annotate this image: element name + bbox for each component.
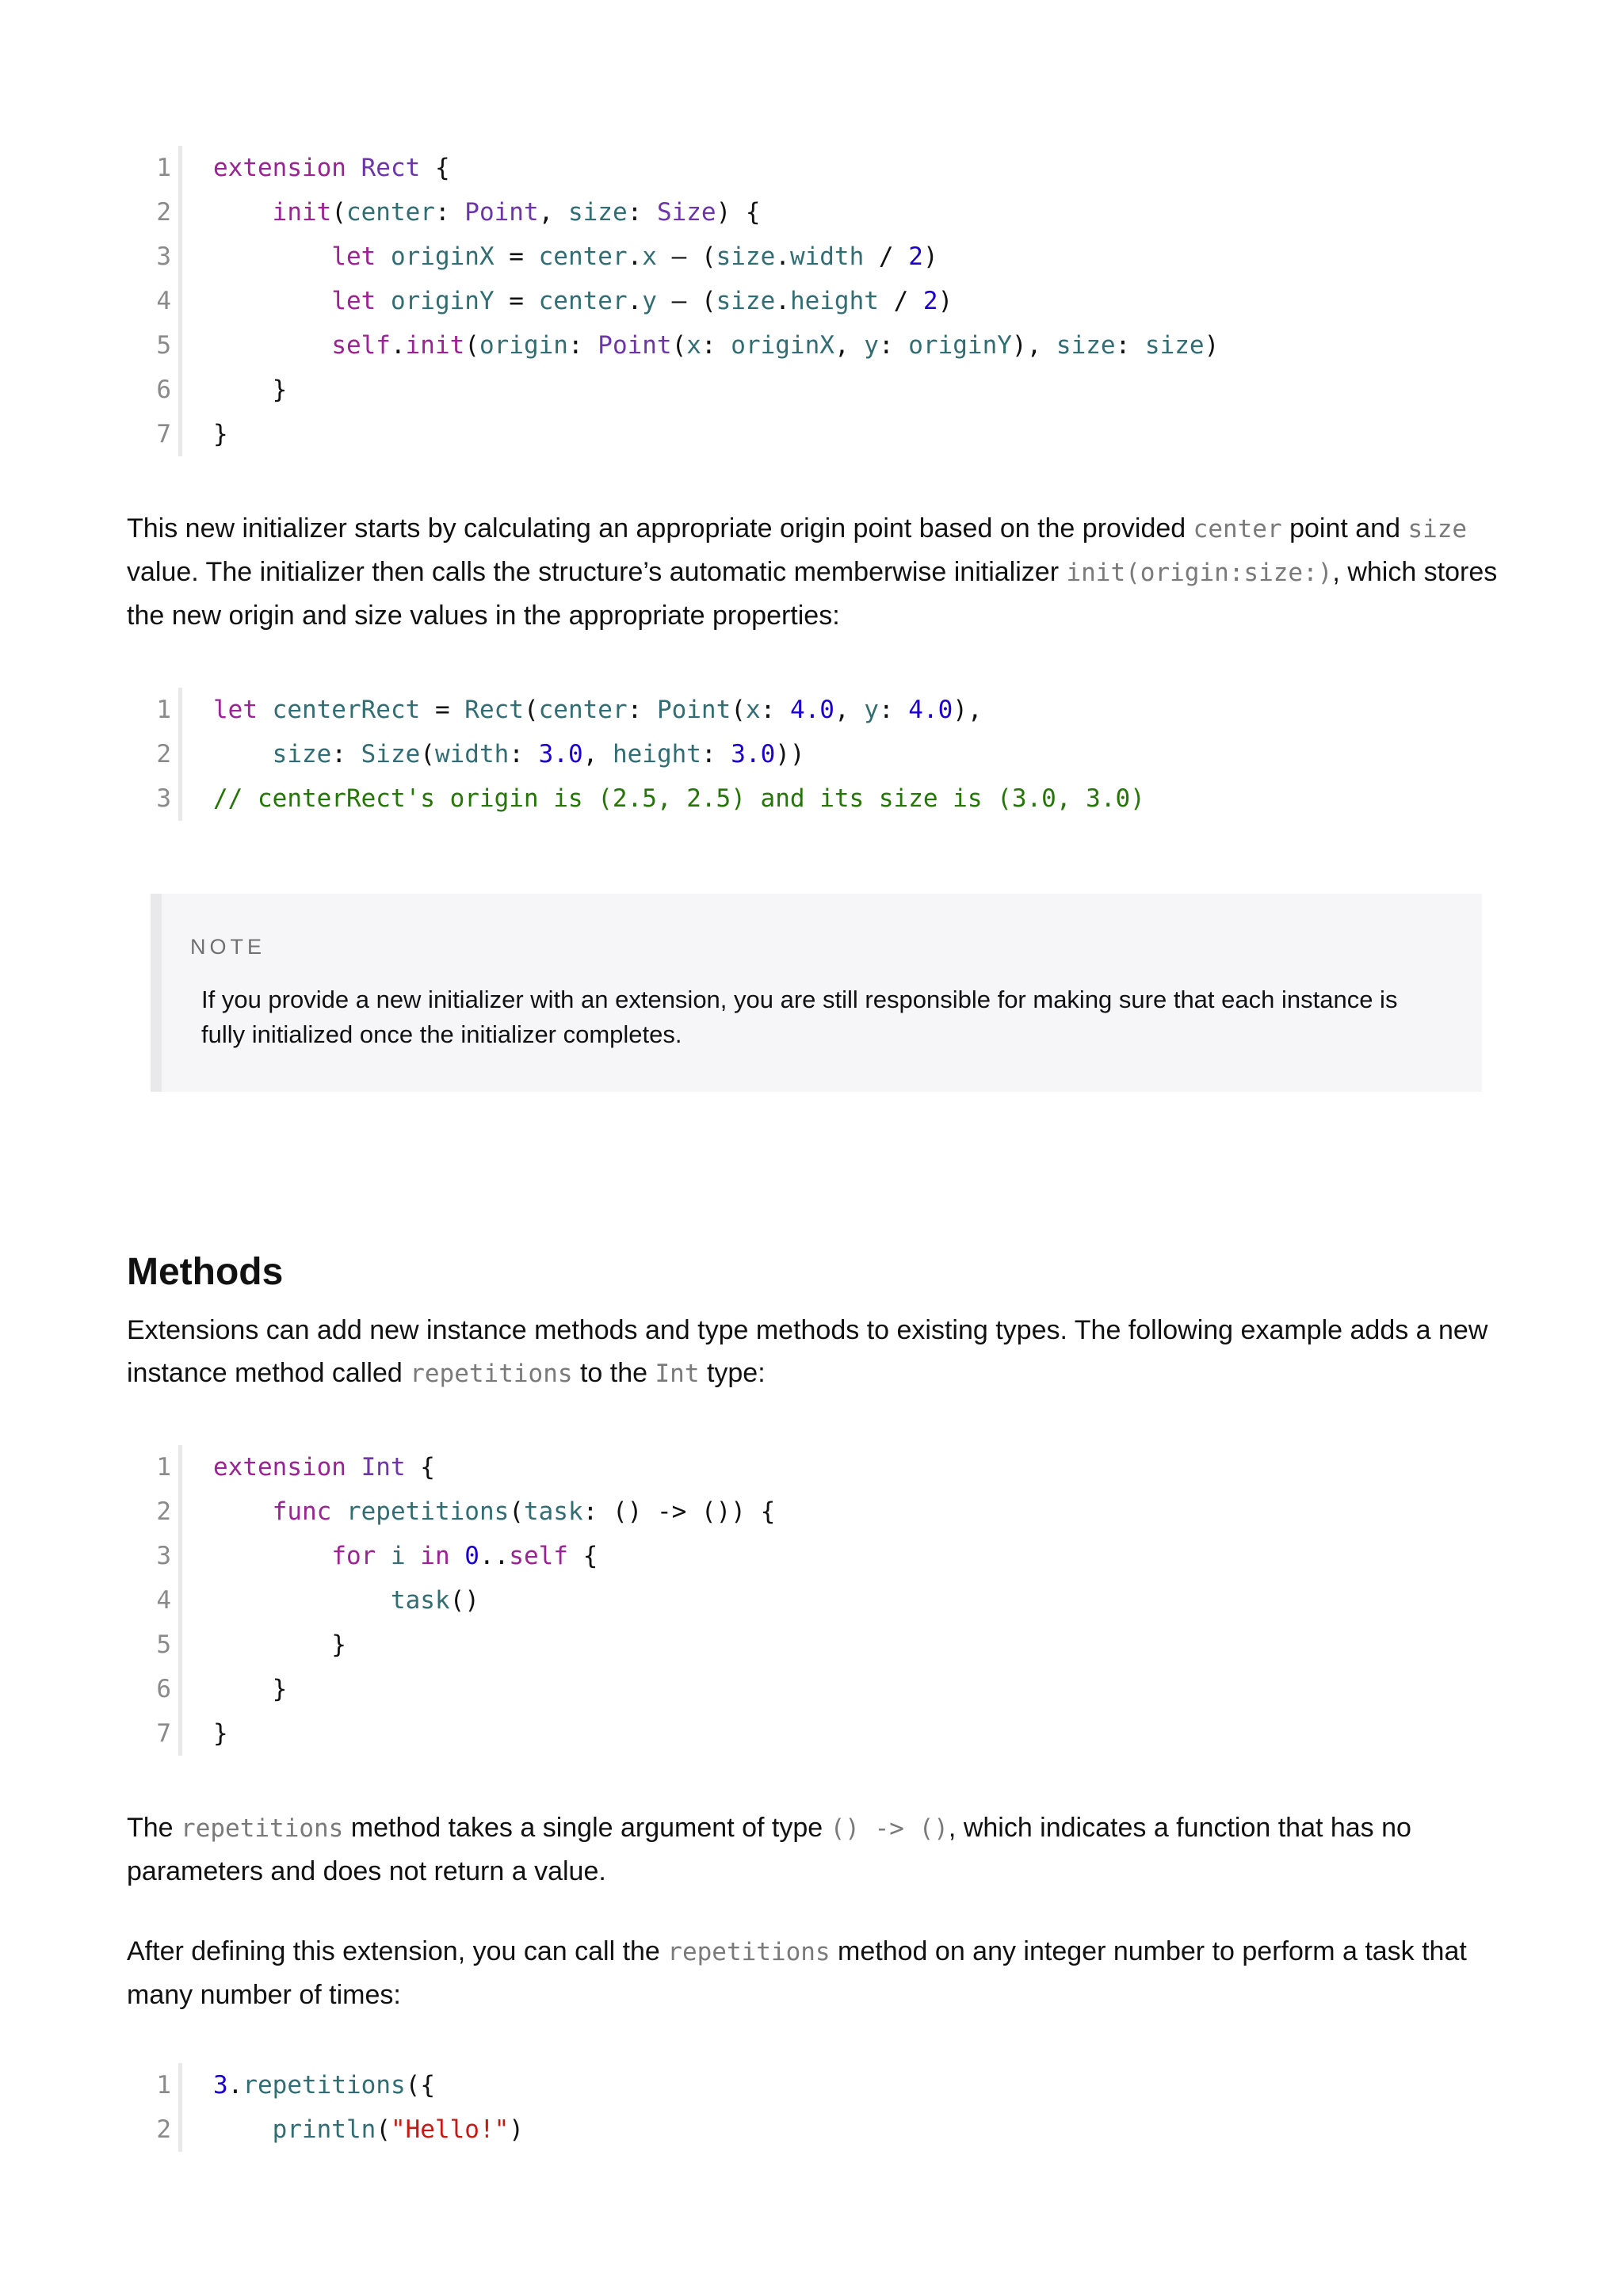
code-line (0, 323, 1623, 368)
code-token: for (331, 1542, 391, 1570)
code-token: width (434, 740, 510, 769)
code-token: 2 (908, 242, 923, 271)
code-token: ) (509, 2115, 524, 2144)
code-token: originY (908, 331, 1012, 360)
code-text (213, 279, 953, 323)
line-number: 6 (156, 1675, 171, 1703)
code-token: i (390, 1542, 406, 1570)
code-token: , (834, 696, 865, 724)
code-text (213, 1489, 775, 1534)
code-text (213, 235, 938, 279)
code-token: ) { (716, 198, 761, 227)
code-line (0, 1534, 1623, 1578)
line-number: 1 (156, 1453, 171, 1482)
code-token: 3.0 (538, 740, 583, 769)
paragraph-repetitions-usage (127, 1930, 1506, 2016)
code-token: println (272, 2115, 376, 2144)
code-token: : (701, 740, 731, 769)
code-text (213, 688, 983, 732)
code-token (213, 1497, 273, 1526)
inline-code-function-type: () -> () (830, 1814, 949, 1843)
code-token: : (878, 696, 909, 724)
code-line (0, 1445, 1623, 1489)
code-token: Int (361, 1453, 406, 1482)
code-token: Rect (464, 696, 524, 724)
line-number: 5 (156, 1630, 171, 1659)
note-title: NOTE (190, 935, 266, 959)
code-block-center-rect (0, 688, 1623, 821)
code-token: center (538, 287, 628, 315)
code-token: } (213, 1630, 346, 1659)
line-number: 2 (156, 2115, 171, 2144)
code-token: : (760, 696, 790, 724)
paragraph-initializer-explanation (127, 507, 1506, 637)
code-line (0, 235, 1623, 279)
code-token: ( (523, 696, 539, 724)
code-token: 3 (213, 2071, 228, 2100)
code-token: )) (775, 740, 805, 769)
line-number: 4 (156, 1586, 171, 1615)
code-token (213, 1586, 391, 1615)
code-token: originX (390, 242, 495, 271)
code-block-repetitions-call (0, 2063, 1623, 2152)
line-number: 2 (156, 1497, 171, 1526)
paragraph-text: Extensions can add new instance methods and type methods to existing types. The following example adds a new instance method called (127, 1315, 1488, 1388)
code-token: 0 (464, 1542, 479, 1570)
code-token: Rect (361, 154, 421, 182)
code-token: { (420, 154, 450, 182)
code-token: { (567, 1542, 598, 1570)
paragraph-text: This new initializer starts by calculating an appropriate origin point based on the provided (127, 513, 1193, 543)
code-token (213, 1542, 331, 1570)
code-token: center (538, 242, 628, 271)
code-token: : () -> ()) { (582, 1497, 776, 1526)
code-token: init (405, 331, 465, 360)
code-line (0, 1489, 1623, 1534)
code-token: = (420, 696, 465, 724)
code-token: : (509, 740, 539, 769)
code-token: : (1115, 331, 1145, 360)
code-line (0, 688, 1623, 732)
code-line (0, 1623, 1623, 1667)
code-token: width (789, 242, 865, 271)
code-token: extension (213, 1453, 361, 1482)
code-text (213, 1623, 346, 1667)
code-line (0, 146, 1623, 190)
paragraph-text: method on any integer number to perform a task that many number of times: (127, 1936, 1467, 2010)
code-token: / (878, 287, 923, 315)
code-token: – ( (656, 242, 716, 271)
code-token: ( (509, 1497, 524, 1526)
code-token: () (449, 1586, 479, 1615)
code-token: = (494, 242, 539, 271)
code-token: : (701, 331, 731, 360)
code-line (0, 412, 1623, 456)
line-number: 6 (156, 376, 171, 404)
code-token: y (642, 287, 657, 315)
line-number: 5 (156, 331, 171, 360)
code-text (213, 732, 805, 776)
inline-code-size: size (1407, 515, 1468, 543)
line-number: 3 (156, 784, 171, 813)
code-text (213, 1578, 479, 1623)
code-token: size (716, 242, 776, 271)
code-token: ( (420, 740, 435, 769)
code-token: ( (464, 331, 479, 360)
line-number: 1 (156, 696, 171, 724)
code-token: ( (331, 198, 346, 227)
code-text (213, 1534, 598, 1578)
code-token: 4.0 (789, 696, 834, 724)
line-number: 7 (156, 1719, 171, 1748)
paragraph-text: , which stores the new origin and size values in the appropriate properties: (127, 557, 1498, 631)
code-text (213, 776, 1145, 821)
code-token: 3.0 (731, 740, 776, 769)
code-text (213, 368, 287, 412)
code-token: } (213, 376, 288, 404)
code-token: Size (361, 740, 421, 769)
code-token: . (390, 331, 406, 360)
line-number: 2 (156, 740, 171, 769)
code-token (213, 740, 273, 769)
code-token: . (227, 2071, 243, 2100)
code-token (213, 198, 273, 227)
code-token: } (213, 1719, 228, 1748)
code-text (213, 1445, 435, 1489)
code-token: : (627, 198, 657, 227)
code-token: ) (938, 287, 953, 315)
code-token: . (775, 287, 790, 315)
code-token: . (627, 287, 643, 315)
code-token: in (405, 1542, 465, 1570)
line-number: 2 (156, 198, 171, 227)
code-token: ( (671, 331, 687, 360)
code-line (0, 1711, 1623, 1756)
code-token: ({ (405, 2071, 435, 2100)
code-token: ), (953, 696, 983, 724)
inline-code-repetitions: repetitions (410, 1360, 573, 1388)
paragraph-text: value. The initializer then calls the structure’s automatic memberwise initializer (127, 557, 1067, 587)
code-token: Size (656, 198, 716, 227)
paragraph-methods-intro (127, 1309, 1506, 1395)
code-token: let (213, 696, 273, 724)
code-token: let (331, 242, 391, 271)
paragraph-text: , which indicates a function that has no parameters and does not return a value. (127, 1813, 1411, 1886)
code-token: task (390, 1586, 450, 1615)
code-line (0, 776, 1623, 821)
note-body: If you provide a new initializer with an extension, you are still responsible for making sure that each instance is fully initialized once the initializer completes. (201, 986, 1398, 1048)
code-block-int-extension (0, 1445, 1623, 1756)
code-token: 2 (922, 287, 938, 315)
line-number: 4 (156, 287, 171, 315)
code-token: size (272, 740, 332, 769)
code-token (213, 331, 331, 360)
code-text (213, 1711, 228, 1756)
code-text (213, 146, 450, 190)
code-token: . (775, 242, 790, 271)
code-line (0, 2063, 1623, 2107)
code-token: = (494, 287, 539, 315)
code-text (213, 412, 228, 456)
code-token: ) (922, 242, 938, 271)
code-token: : (627, 696, 657, 724)
code-token: let (331, 287, 391, 315)
code-token: self (509, 1542, 568, 1570)
code-token: : (331, 740, 361, 769)
code-text (213, 190, 761, 235)
code-line (0, 190, 1623, 235)
paragraph-text: to the (572, 1358, 655, 1388)
code-token: : (434, 198, 465, 227)
line-number: 1 (156, 2071, 171, 2100)
code-token: // centerRect's origin is (2.5, 2.5) and its size is (3.0, 3.0) (213, 784, 1145, 813)
code-token: ) (1204, 331, 1220, 360)
code-text (213, 2107, 524, 2152)
code-token (213, 2115, 273, 2144)
code-line (0, 2107, 1623, 2152)
line-number: 3 (156, 242, 171, 271)
code-token: , (582, 740, 613, 769)
code-text (213, 2063, 435, 2107)
code-token: Point (598, 331, 672, 360)
line-number: 1 (156, 154, 171, 182)
code-token: center (346, 198, 435, 227)
code-token: height (789, 287, 879, 315)
code-line (0, 279, 1623, 323)
code-token: : (878, 331, 909, 360)
code-token: x (745, 696, 761, 724)
code-token: originY (390, 287, 495, 315)
code-token (213, 287, 331, 315)
code-token: – ( (656, 287, 716, 315)
code-token: size (716, 287, 776, 315)
code-token: func (272, 1497, 346, 1526)
code-token: ( (731, 696, 746, 724)
code-token: y (864, 696, 879, 724)
code-token: y (864, 331, 879, 360)
code-token: / (864, 242, 909, 271)
inline-code-repetitions: repetitions (181, 1814, 344, 1843)
code-token: , (538, 198, 568, 227)
code-token (213, 242, 331, 271)
code-token: originX (731, 331, 834, 360)
code-line (0, 1667, 1623, 1711)
code-token: x (686, 331, 701, 360)
code-token: extension (213, 154, 361, 182)
inline-code-center: center (1193, 515, 1282, 543)
code-token: task (523, 1497, 583, 1526)
code-token: 4.0 (908, 696, 953, 724)
code-token: repetitions (346, 1497, 510, 1526)
paragraph-text: The (127, 1813, 181, 1843)
code-token: . (627, 242, 643, 271)
code-token: size (1144, 331, 1205, 360)
code-token: .. (479, 1542, 510, 1570)
code-token: "Hello!" (390, 2115, 510, 2144)
code-token: ), (1011, 331, 1056, 360)
code-token: Point (656, 696, 731, 724)
paragraph-text: point and (1281, 513, 1408, 543)
line-number: 3 (156, 1542, 171, 1570)
code-token: repetitions (242, 2071, 406, 2100)
code-token: origin (479, 331, 568, 360)
code-line (0, 1578, 1623, 1623)
code-token: x (642, 242, 657, 271)
code-token: size (567, 198, 628, 227)
code-token: self (331, 331, 391, 360)
code-token: ( (376, 2115, 391, 2144)
paragraph-text: After defining this extension, you can call the (127, 1936, 668, 1966)
code-text (213, 1667, 287, 1711)
code-line (0, 732, 1623, 776)
code-block-rect-init (0, 146, 1623, 456)
code-token: init (272, 198, 332, 227)
code-token: } (213, 1675, 288, 1703)
code-token: , (834, 331, 865, 360)
code-token: { (405, 1453, 435, 1482)
code-text (213, 323, 1219, 368)
code-token: center (538, 696, 628, 724)
paragraph-repetitions-signature (127, 1806, 1506, 1893)
inline-code-repetitions: repetitions (667, 1938, 831, 1966)
code-token: centerRect (272, 696, 421, 724)
section-heading-methods: Methods (127, 1251, 284, 1293)
code-line (0, 368, 1623, 412)
code-token: size (1056, 331, 1116, 360)
code-token: Point (464, 198, 539, 227)
inline-code-int: Int (655, 1360, 700, 1388)
paragraph-text: method takes a single argument of type (343, 1813, 831, 1843)
code-token: height (612, 740, 701, 769)
line-number: 7 (156, 420, 171, 448)
code-token: : (567, 331, 598, 360)
paragraph-text: type: (699, 1358, 766, 1388)
code-token: } (213, 420, 228, 448)
inline-code-init: init(origin:size:) (1066, 559, 1333, 587)
